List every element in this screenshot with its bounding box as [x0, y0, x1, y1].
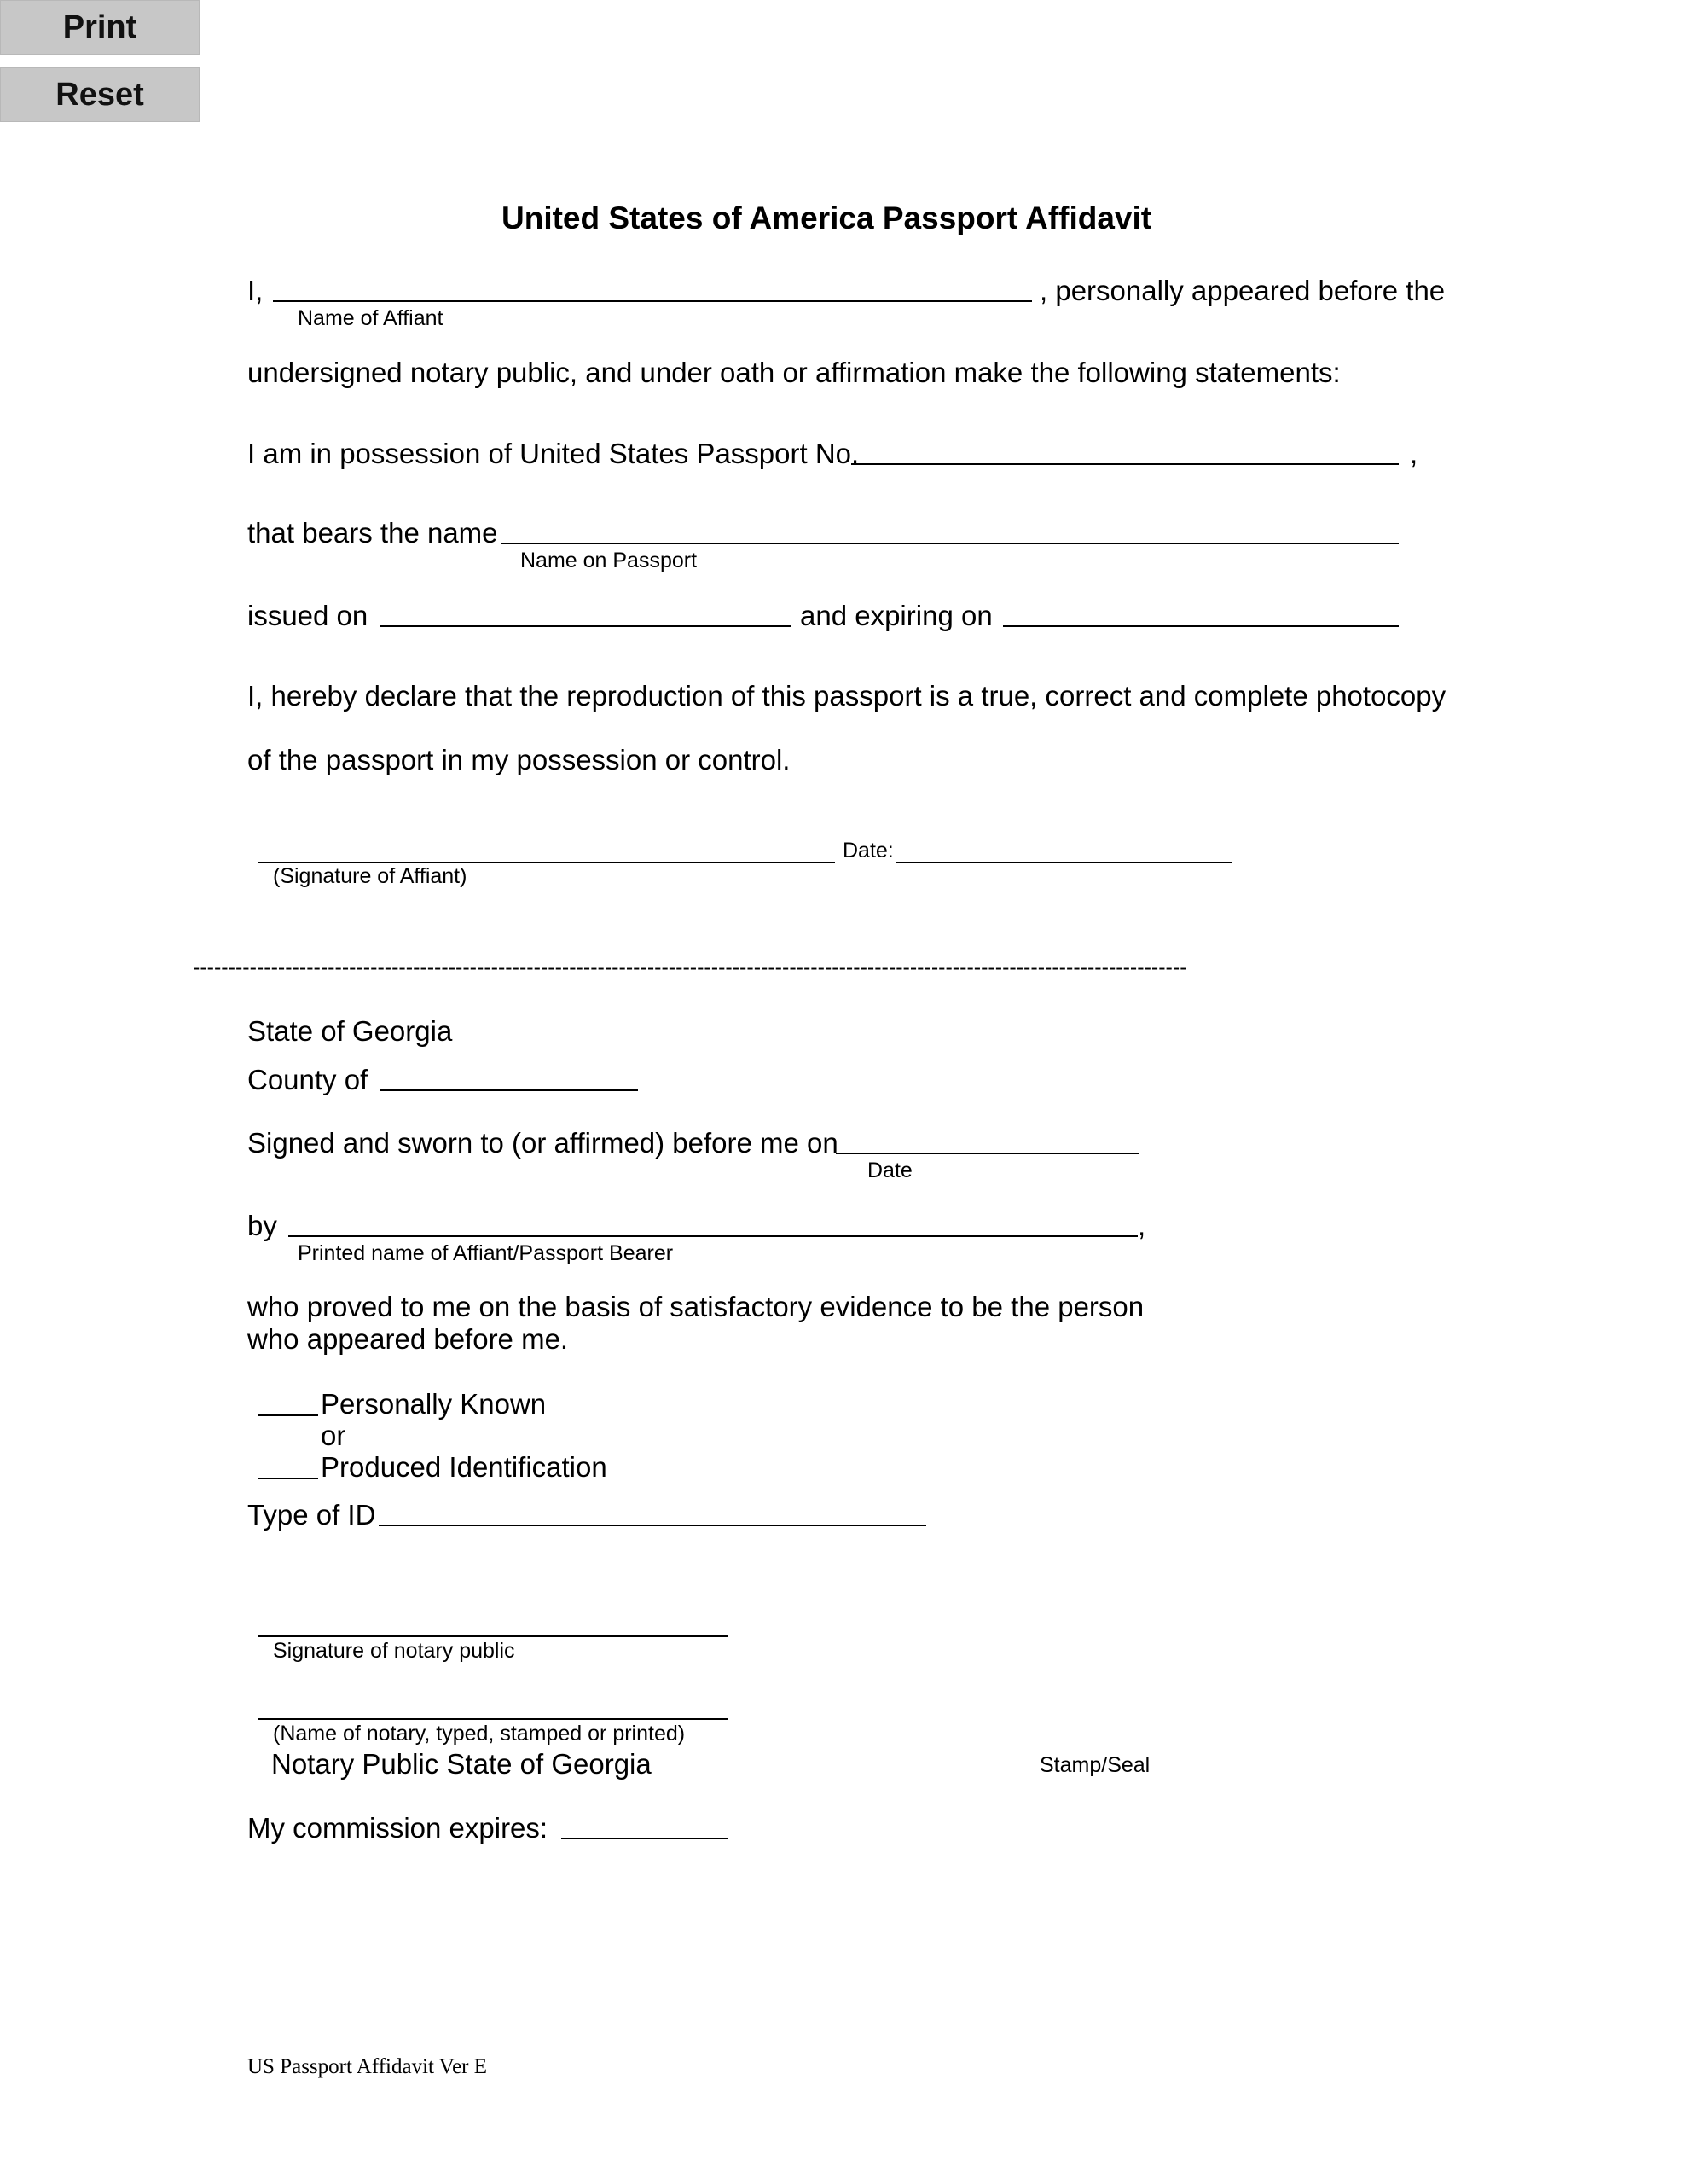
- affiant-name-field[interactable]: [273, 300, 1032, 302]
- affiant-date-field[interactable]: [896, 862, 1232, 863]
- proved-line-1: who proved to me on the basis of satisfactory evidence to be the person: [247, 1291, 1145, 1322]
- issued-on-label: issued on: [247, 600, 368, 631]
- declaration-line-1: I, hereby declare that the reproduction of this passport is a true, correct and complete photocopy: [247, 680, 1446, 712]
- affiant-signature-caption: (Signature of Affiant): [273, 864, 467, 888]
- county-field[interactable]: [380, 1089, 638, 1091]
- appeared-text: , personally appeared before the: [1040, 275, 1446, 306]
- name-on-passport-field[interactable]: [501, 543, 1399, 544]
- affiant-date-label: Date:: [843, 839, 894, 863]
- reset-button[interactable]: Reset: [0, 67, 200, 122]
- declaration-line-2: of the passport in my possession or control.: [247, 744, 791, 775]
- print-button[interactable]: Print: [0, 0, 200, 55]
- county-label: County of: [247, 1064, 368, 1095]
- by-label: by: [247, 1210, 277, 1241]
- commission-label: My commission expires:: [247, 1812, 548, 1844]
- expiry-date-field[interactable]: [1003, 625, 1399, 627]
- i-prefix: I,: [247, 275, 264, 306]
- sworn-date-caption: Date: [867, 1159, 913, 1182]
- issued-date-field[interactable]: [380, 625, 791, 627]
- section-divider: --------------------------------------------------------------------------------------------------------------------------------------------: [193, 957, 1187, 979]
- page-title: United States of America Passport Affidavit: [501, 200, 1152, 235]
- sworn-date-field[interactable]: [836, 1153, 1139, 1154]
- bears-name-label: that bears the name: [247, 517, 498, 549]
- passport-number-field[interactable]: [851, 463, 1399, 465]
- type-of-id-field[interactable]: [379, 1525, 926, 1526]
- produced-id-blank[interactable]: [258, 1478, 318, 1479]
- notary-signature-caption: Signature of notary public: [273, 1639, 515, 1663]
- printed-name-caption: Printed name of Affiant/Passport Bearer: [298, 1241, 674, 1265]
- affiant-name-caption: Name of Affiant: [298, 306, 443, 330]
- notary-public-label: Notary Public State of Georgia: [271, 1748, 652, 1780]
- produced-id-label: Produced Identification: [321, 1451, 607, 1483]
- state-label: State of Georgia: [247, 1015, 453, 1047]
- footer-version: US Passport Affidavit Ver E: [247, 2055, 488, 2078]
- notary-name-caption: (Name of notary, typed, stamped or printed): [273, 1722, 686, 1745]
- or-label: or: [321, 1420, 346, 1451]
- proved-line-2: who appeared before me.: [247, 1323, 569, 1355]
- personally-known-blank[interactable]: [258, 1414, 318, 1416]
- name-on-passport-caption: Name on Passport: [520, 549, 698, 572]
- signed-sworn-label: Signed and sworn to (or affirmed) before me on: [247, 1127, 838, 1159]
- passport-no-comma: ,: [1410, 438, 1418, 469]
- type-of-id-label: Type of ID: [247, 1499, 376, 1531]
- notary-name-field[interactable]: [258, 1718, 728, 1720]
- notary-signature-field[interactable]: [258, 1635, 728, 1637]
- commission-expiry-field[interactable]: [561, 1838, 728, 1839]
- passport-no-label: I am in possession of United States Passport No.: [247, 438, 860, 469]
- by-comma: ,: [1138, 1210, 1146, 1241]
- printed-name-field[interactable]: [288, 1235, 1138, 1237]
- expiring-on-label: and expiring on: [800, 600, 993, 631]
- stamp-seal-label: Stamp/Seal: [1040, 1753, 1151, 1777]
- personally-known-label: Personally Known: [321, 1388, 547, 1420]
- affiant-signature-field[interactable]: [258, 862, 835, 863]
- undersigned-text: undersigned notary public, and under oath or affirmation make the following statements:: [247, 357, 1341, 388]
